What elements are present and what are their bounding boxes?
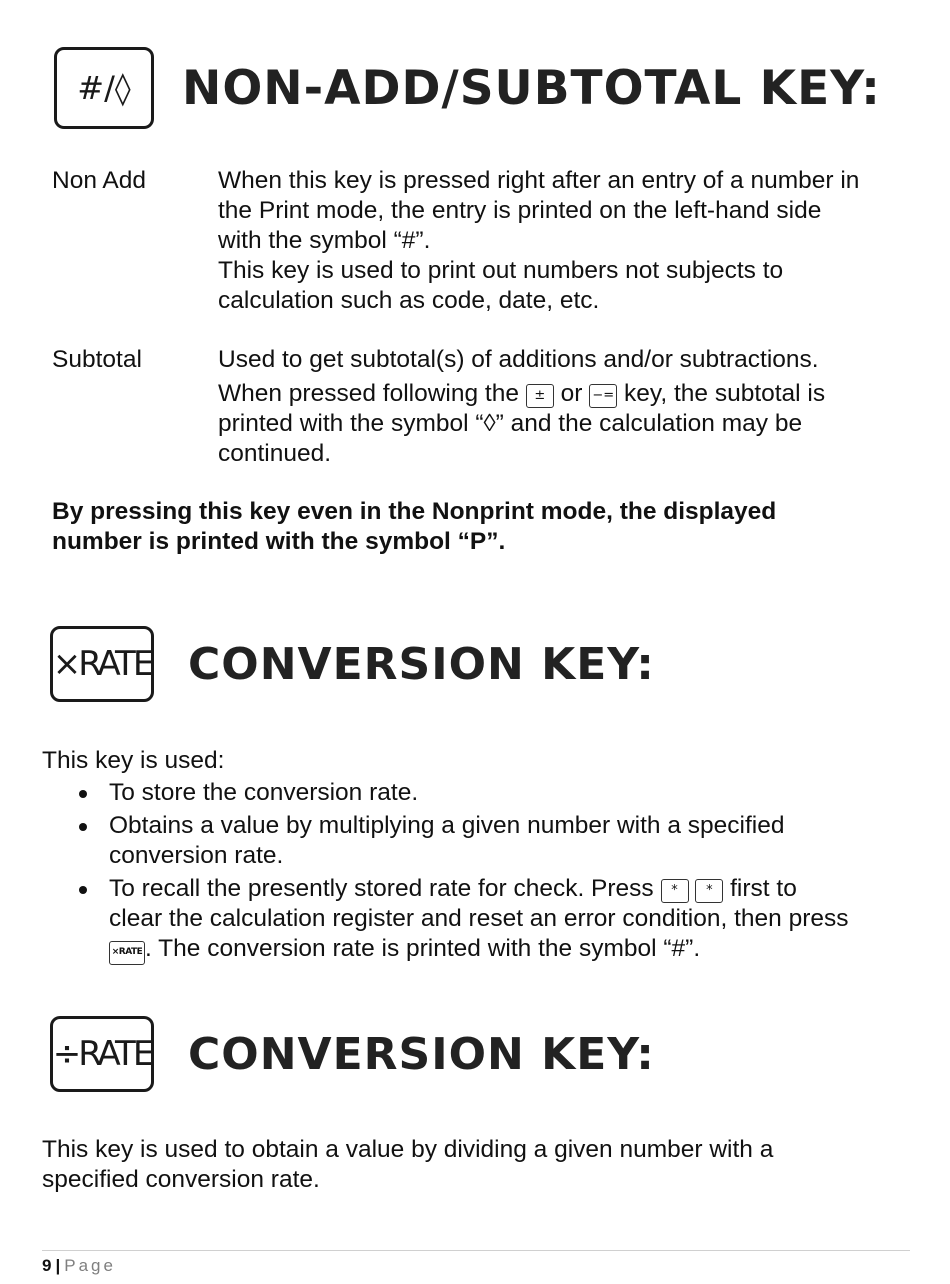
nonprint-note: By pressing this key even in the Nonprint mode, the displayed number is printed with the symbol “P”. <box>52 498 777 555</box>
definition-subtotal <box>52 345 912 475</box>
multiply-rate-key-icon: ×RATE <box>50 626 154 702</box>
list-item: To store the conversion rate. <box>42 778 922 808</box>
divide-rate-key-icon: ÷RATE <box>50 1016 154 1092</box>
multiply-rate-intro: This key is used: <box>42 747 225 774</box>
asterisk-key-icon: * <box>695 879 723 903</box>
section-title: CONVERSION KEY: <box>188 638 655 690</box>
multiply-rate-uses <box>42 778 922 967</box>
section-header-non-add <box>54 47 881 129</box>
page-label: Page <box>64 1256 116 1275</box>
section-title: CONVERSION KEY: <box>188 1028 655 1080</box>
page-number: 9 <box>42 1256 52 1275</box>
definition-non-add <box>52 166 912 316</box>
term-label: Non Add <box>52 167 146 194</box>
footer-separator: | <box>55 1256 61 1275</box>
asterisk-key-icon: * <box>661 879 689 903</box>
section-header-divide-rate <box>50 1016 655 1092</box>
term-label: Subtotal <box>52 346 142 373</box>
list-item: To recall the presently stored rate for check. Press * * first to clear the calculation register and reset an error condition, then press ×RATE . The conversion rate is printed with the symbol “#”. <box>42 874 922 965</box>
page-footer <box>42 1256 116 1276</box>
section-header-multiply-rate <box>50 626 655 702</box>
footer-divider <box>42 1250 910 1251</box>
term-description: When this key is pressed right after an entry of a number in the Print mode, the entry is printed on the left-hand side with the symbol “#”. This key is used to print out numbers not subjects to calculation such as code, date, etc. <box>218 167 860 314</box>
multiply-rate-key-icon: ×RATE <box>109 941 145 965</box>
bullet-list <box>42 778 922 965</box>
divide-rate-description: This key is used to obtain a value by dividing a given number with a specified conversion rate. <box>42 1136 774 1193</box>
term-description: Used to get subtotal(s) of additions and/or subtractions. When pressed following the ± or −= key, the subtotal is printed with the symbol “◊” and the calculation may be continued. <box>218 346 826 467</box>
list-item: Obtains a value by multiplying a given number with a specified conversion rate. <box>42 811 922 871</box>
section-title: NON-ADD/SUBTOTAL KEY: <box>182 60 881 116</box>
plus-minus-key-icon: ± <box>526 384 554 408</box>
minus-equals-key-icon: −= <box>589 384 617 408</box>
non-add-subtotal-key-icon: #/◊ <box>54 47 154 129</box>
